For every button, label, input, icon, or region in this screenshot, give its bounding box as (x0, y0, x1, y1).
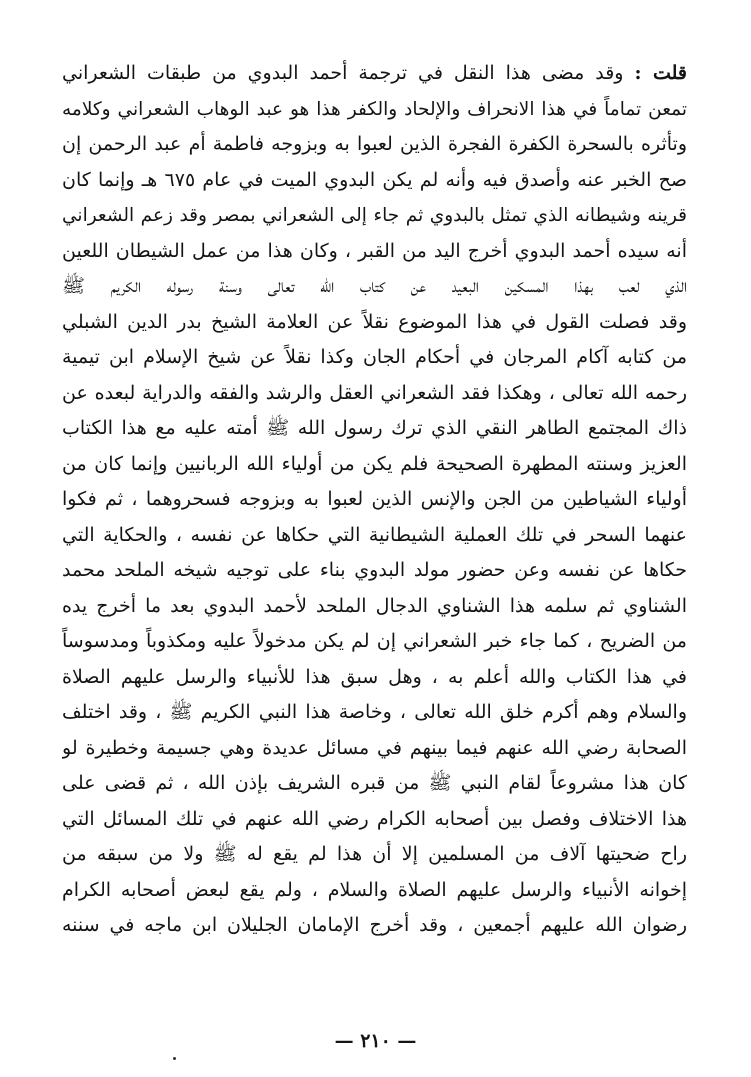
text-line: العزيز وسنته المطهرة الصحيحة فلم يكن من أولياء الله الربانيين وإنما كان من (62, 452, 687, 475)
text-line: من كتابه آكام المرجان في أحكام الجان وكذا نقلاً عن شيخ الإسلام ابن تيمية (62, 346, 687, 368)
text-line: الصحابة رضي الله عنهم فيما بينهم في مسائل عديدة وهي جسيمة وخطيرة لو (62, 736, 687, 759)
text-line: وقد فصلت القول في هذا الموضوع نقلاً عن العلامة الشيخ بدر الدين الشبلي (62, 310, 687, 333)
text-line: رضوان الله عليهم أجمعين ، وقد أخرج الإمامان الجليلان ابن ماجه في سننه (62, 914, 687, 936)
text-line: كان هذا مشروعاً لقام النبي ﷺ من قبره الشريف بإذن الله ، ثم قضى على (62, 772, 687, 794)
text-line: الشناوي ثم سلمه هذا الشناوي الدجال الملحد لأحمد البدوي بعد ما أخرج يده (62, 594, 687, 617)
text-line: وتأثره بالسحرة الكفرة الفجرة الذين لعبوا به وبزوجه فاطمة أم عبد الرحمن إن (62, 133, 687, 155)
text-line: صح الخبر عنه وأصدق فيه وأنه لم يكن البدوي الميت في عام ٦٧٥ هـ وإنما كان (62, 168, 687, 191)
text-line: أولياء الشياطين من الجن والإنس الذين لعبوا به وبزوجه فسحروهما ، ثم فكوا (62, 488, 687, 510)
text-line: من الضريح ، كما جاء خبر الشعراني إن لم يكن مدخولاً عليه ومكذوباً ومدسوساً (62, 630, 687, 652)
text-line: هذا الاختلاف وفصل بين أصحابه الكرام رضي الله عنهم في تلك المسائل التي (62, 807, 687, 830)
text-line: تمعن تماماً في هذا الانحراف والإلحاد والكفر هذا هو عبد الوهاب الشعراني وكلامه (62, 98, 687, 120)
text-line: أنه سيده أحمد البدوي أخرج اليد من القبر ، وكان هذا من عمل الشيطان اللعين (62, 239, 687, 262)
text-line: عنهما السحر في تلك العملية الشيطانية التي حكاها عن نفسه ، والحكاية التي (62, 523, 687, 546)
text-line: حكاها عن نفسه وعن حضور مولد البدوي بناء على توجيه شيخه الملحد محمد (62, 559, 687, 581)
body-text (62, 56, 687, 944)
lead-word: قلت : (634, 62, 687, 84)
text-line: الذي لعب بهذا المسكين البعيد عن كتاب الله تعالى وسنة رسوله الكريم ﷺ (62, 275, 687, 297)
print-speck (173, 1057, 176, 1060)
text-line: والسلام وهم أكرم خلق الله تعالى ، وخاصة هذا النبي الكريم ﷺ ، وقد اختلف (62, 701, 687, 723)
text-line: رحمه الله تعالى ، وهكذا فقد الشعراني العقل والرشد والفقه والدراية لبعده عن (62, 381, 687, 404)
page-number: — ٢١٠ — (334, 1030, 417, 1052)
text-line: إخوانه الأنبياء والرسل عليهم الصلاة والسلام ، ولم يقع لبعض أصحابه الكرام (62, 878, 687, 901)
text-line: قرينه وشيطانه الذي تمثل بالبدوي ثم جاء إلى الشعراني بمصر وقد زعم الشعراني (62, 205, 687, 226)
text-line (62, 56, 687, 92)
text-line: راح ضحيتها آلاف من المسلمين إلا أن هذا لم يقع له ﷺ ولا من سبقه من (62, 843, 687, 865)
line-text: وقد مضى هذا النقل في ترجمة أحمد البدوي من طبقات الشعراني (62, 62, 624, 84)
text-line: ذاك المجتمع الطاهر النقي الذي ترك رسول الله ﷺ أمته عليه مع هذا الكتاب (62, 417, 687, 439)
text-line: في هذا الكتاب والله أعلم به ، وهل سبق هذا للأنبياء والرسل عليهم الصلاة (62, 665, 687, 688)
